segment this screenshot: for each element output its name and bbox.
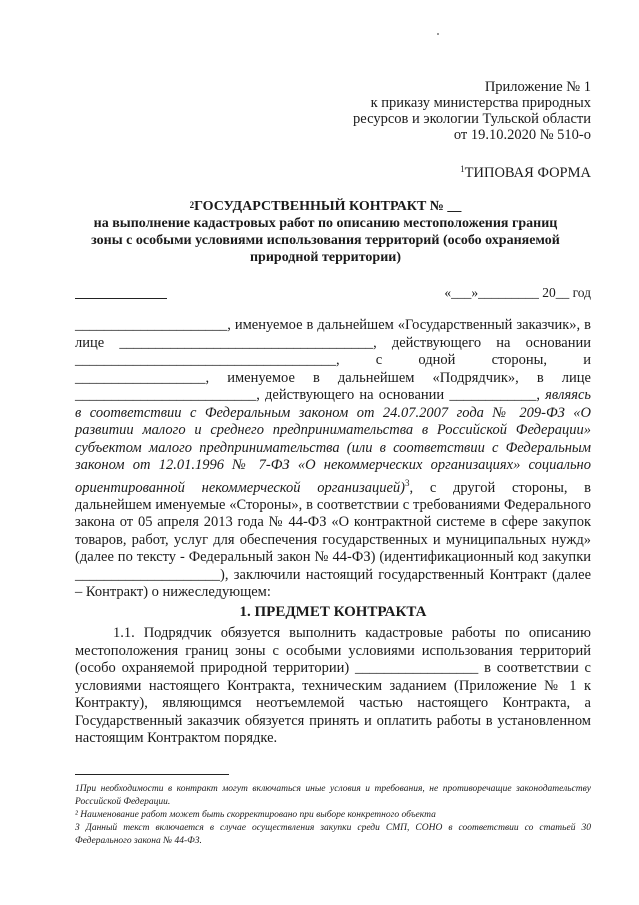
clause-1-1: 1.1. Подрядчик обязуется выполнить кадастровые работы по описанию местоположения границ зоны с особыми условиями использования территорий (особо охраняемой природной территории) _________________ в соответствии с условиями настоящего Контракта, техническим заданием (Приложение № 1 к Контракту), являющимся неотъемлемой частью настоящего Контракта, а Государственный заказчик обязуется принять и оплатить работы в установленном настоящим Контрактом порядке. — [75, 625, 591, 746]
contract-title — [60, 198, 591, 266]
title-footnote-ref: 2 — [189, 200, 195, 210]
smp-clause: являясь в соответствии с Федеральным законом от 24.07.2007 года № 209-ФЗ «О развитии малого и среднего предпринимательства в Российской Федерации» субъектом малого предпринимательства (или в соответствии с Федеральным законом от 12.01.1996 № 7-ФЗ «О некоммерческих организациях» социально ориентированной некоммерческой организацией) — [75, 387, 591, 496]
footnote-1: 1При необходимости в контракт могут включаться иные условия и требования, не противоречащие законодательству Российской Федерации. — [75, 784, 591, 807]
footnote-ref-3: 3 — [405, 477, 410, 488]
title-line-3: зоны с особыми условиями использования территорий (особо охраняемой — [91, 233, 560, 248]
form-footnote-ref: 1 — [460, 164, 465, 174]
appendix-header — [353, 79, 591, 143]
preamble-paragraph: _____________________, именуемое в дальнейшем «Государственный заказчик», в лице ___________________________________, действующего на основании ____________________________________, с одной стороны, и __________________, именуемое в дальнейшем «Подрядчик», в лице _________________________, действующего на основании ____________, являясь в соответствии с Федеральным законом от 24.07.2007 года № 209-ФЗ «О развитии малого и среднего предпринимательства в Российской Федерации» субъектом малого предпринимательства (или в соответствии с Федеральным законом от 12.01.1996 № 7-ФЗ «О некоммерческих организациях» социально ориентированной некоммерческой организацией)$^3$, с другой стороны, в дальнейшем именуемые «Стороны», в соответствии с требованиями Федерального закона от 05 апреля 2013 года № 44-ФЗ «О контрактной системе в сфере закупок товаров, работ, услуг для обеспечения государственных и муниципальных нужд» (далее по тексту - Федеральный закон № 44-ФЗ) (идентификационный код закупки ____________________), заключили настоящий государственный Контракт (далее – Контракт) о нижеследующем: — [75, 317, 591, 601]
date-blank: «___»_________ 20__ год — [444, 285, 591, 300]
preamble — [75, 317, 591, 602]
footnote-divider — [75, 774, 229, 775]
section-heading: 1. ПРЕДМЕТ КОНТРАКТА — [239, 604, 427, 620]
header-line-3: ресурсов и экологии Тульской области — [353, 111, 591, 127]
title-line-4: природной территории) — [249, 250, 402, 265]
footnote-3: 3 Данный текст включается в случае осуществления закупки среди СМП, СОНО в соответствии со статьей 30 Федерального закона № 44-ФЗ. — [75, 823, 591, 846]
place-blank — [75, 298, 167, 299]
header-line-2: к приказу министерства природных — [370, 95, 591, 111]
footnotes — [75, 783, 591, 848]
footnote-2: ² Наименование работ может быть скорректировано при выборе конкретного объекта — [75, 810, 436, 820]
form-label — [460, 165, 591, 182]
title-line-1: $^2$ГОСУДАРСТВЕННЫЙ КОНТРАКТ № __ — [189, 199, 462, 214]
header-line-1: Приложение № 1 — [484, 79, 591, 95]
header-line-4: от 19.10.2020 № 510-о — [453, 127, 591, 143]
form-label-text: ТИПОВАЯ ФОРМА — [464, 165, 591, 181]
title-line-2: на выполнение кадастровых работ по описанию местоположения границ — [93, 216, 558, 231]
scan-speck — [437, 33, 439, 35]
place-date-line — [75, 285, 591, 301]
